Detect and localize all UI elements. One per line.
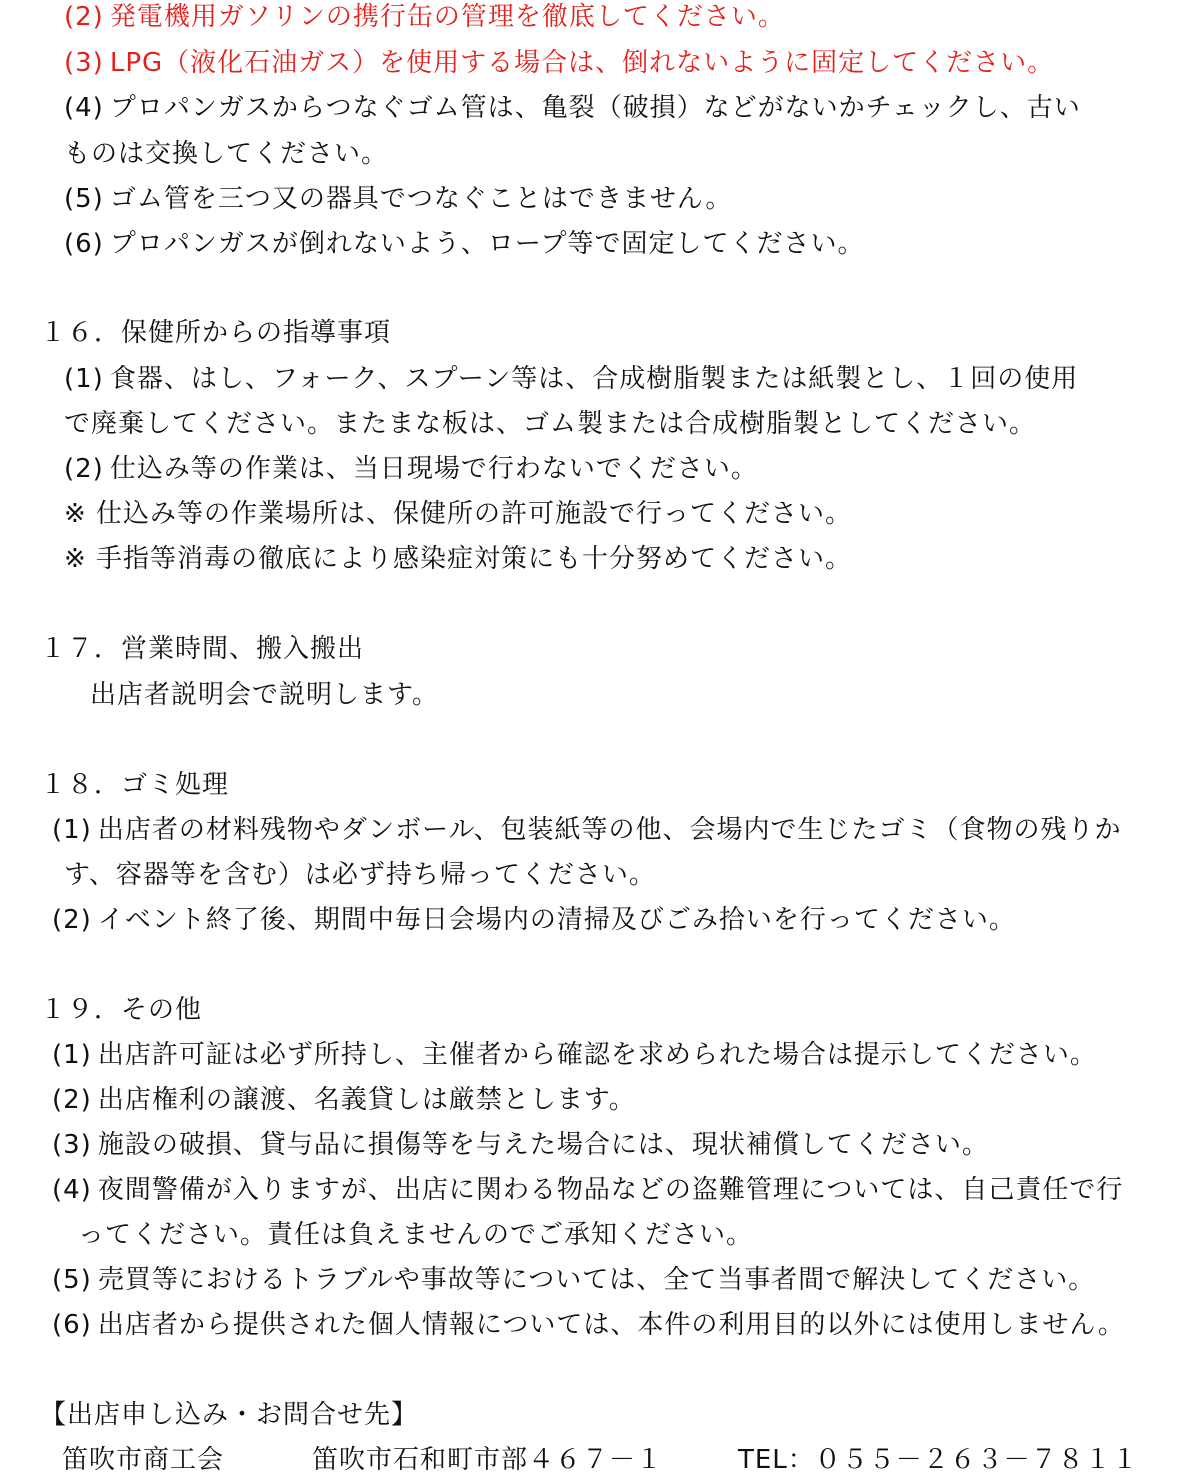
sec18-heading: １８．ゴミ処理 <box>40 770 230 800</box>
sec19-item-4 <box>52 1173 1123 1207</box>
item-text: 食器、はし、フォーク、スプーン等は、合成樹脂製または紙製とし、１回の使用 <box>109 364 1079 394</box>
sec19-item-1 <box>52 1038 1097 1072</box>
item-text: 出店者の材料残物やダンボール、包装紙等の他、会場内で生じたゴミ（食物の残りか <box>97 815 1122 845</box>
item-text: ゴム管を三つ又の器具でつなぐことはできません。 <box>109 184 733 214</box>
item-number: (2) <box>64 2 104 32</box>
sec15-item-4 <box>64 91 1081 125</box>
item-text: プロパンガスからつなぐゴム管は、亀裂（破損）などがないかチェックし、古い <box>109 93 1081 123</box>
item-number: (3) <box>52 1130 92 1160</box>
sec16-item-2 <box>64 452 758 486</box>
sec19-item-5 <box>52 1263 1095 1297</box>
sec18-item-1-cont: す、容器等を含む）は必ず持ち帰ってください。 <box>64 860 656 890</box>
item-number: (6) <box>52 1310 92 1340</box>
contact-heading: 【出店申し込み・お問合せ先】 <box>40 1400 419 1430</box>
sec19-item-3 <box>52 1128 989 1162</box>
item-number: (1) <box>52 815 92 845</box>
sec15-item-6 <box>64 227 865 261</box>
contact-organization: 笛吹市商工会 <box>62 1445 225 1475</box>
item-text: 売買等におけるトラブルや事故等については、全て当事者間で解決してください。 <box>97 1265 1096 1295</box>
sec19-heading: １９．その他 <box>40 995 203 1025</box>
item-number: (3) <box>64 48 104 78</box>
sec16-note-2: ※ 手指等消毒の徹底により感染症対策にも十分努めてください。 <box>64 544 853 574</box>
sec17-heading: １７．営業時間、搬入搬出 <box>40 634 365 664</box>
sec19-item-4-cont: ってください。責任は負えませんのでご承知ください。 <box>78 1220 754 1250</box>
sec15-item-3 <box>64 46 1054 80</box>
item-text: 出店者から提供された個人情報については、本件の利用目的以外には使用しません。 <box>97 1310 1125 1340</box>
sec15-item-4-cont: ものは交換してください。 <box>64 139 389 169</box>
item-number: (1) <box>64 364 104 394</box>
item-text: LPG（液化石油ガス）を使用する場合は、倒れないように固定してください。 <box>109 48 1055 78</box>
item-number: (4) <box>64 93 104 123</box>
sec16-note-1: ※ 仕込み等の作業場所は、保健所の許可施設で行ってください。 <box>64 499 853 529</box>
item-text: 夜間警備が入りますが、出店に関わる物品などの盗難管理については、自己責任で行 <box>97 1175 1124 1205</box>
sec19-item-2 <box>52 1083 636 1117</box>
item-number: (5) <box>64 184 104 214</box>
item-number: (2) <box>52 905 92 935</box>
item-text: 発電機用ガソリンの携行缶の管理を徹底してください。 <box>109 2 785 32</box>
item-number: (1) <box>52 1040 92 1070</box>
item-text: 出店権利の譲渡、名義貸しは厳禁とします。 <box>97 1085 636 1115</box>
sec17-body: 出店者説明会で説明します。 <box>90 680 439 710</box>
item-text: 仕込み等の作業は、当日現場で行わないでください。 <box>109 454 758 484</box>
item-text: 出店許可証は必ず所持し、主催者から確認を求められた場合は提示してください。 <box>97 1040 1097 1070</box>
item-text: プロパンガスが倒れないよう、ロープ等で固定してください。 <box>109 229 865 259</box>
sec15-item-5 <box>64 182 732 216</box>
sec19-item-6 <box>52 1308 1125 1342</box>
item-number: (2) <box>64 454 104 484</box>
sec16-item-1 <box>64 362 1078 396</box>
sec16-item-1-cont: で廃棄してください。またまな板は、ゴム製または合成樹脂製としてください。 <box>64 409 1037 439</box>
item-number: (5) <box>52 1265 92 1295</box>
sec18-item-2 <box>52 903 1016 937</box>
contact-phone: TEL：０５５－２６３－７８１１ <box>738 1445 1139 1475</box>
contact-address: 笛吹市石和町市部４６７－１ <box>312 1445 664 1475</box>
item-number: (6) <box>64 229 104 259</box>
item-number: (4) <box>52 1175 92 1205</box>
item-number: (2) <box>52 1085 92 1115</box>
sec16-heading: １６．保健所からの指導事項 <box>40 318 392 348</box>
item-text: 施設の破損、貸与品に損傷等を与えた場合には、現状補償してください。 <box>97 1130 989 1160</box>
sec15-item-2 <box>64 0 785 34</box>
sec18-item-1 <box>52 813 1122 847</box>
item-text: イベント終了後、期間中毎日会場内の清掃及びごみ拾いを行ってください。 <box>97 905 1016 935</box>
